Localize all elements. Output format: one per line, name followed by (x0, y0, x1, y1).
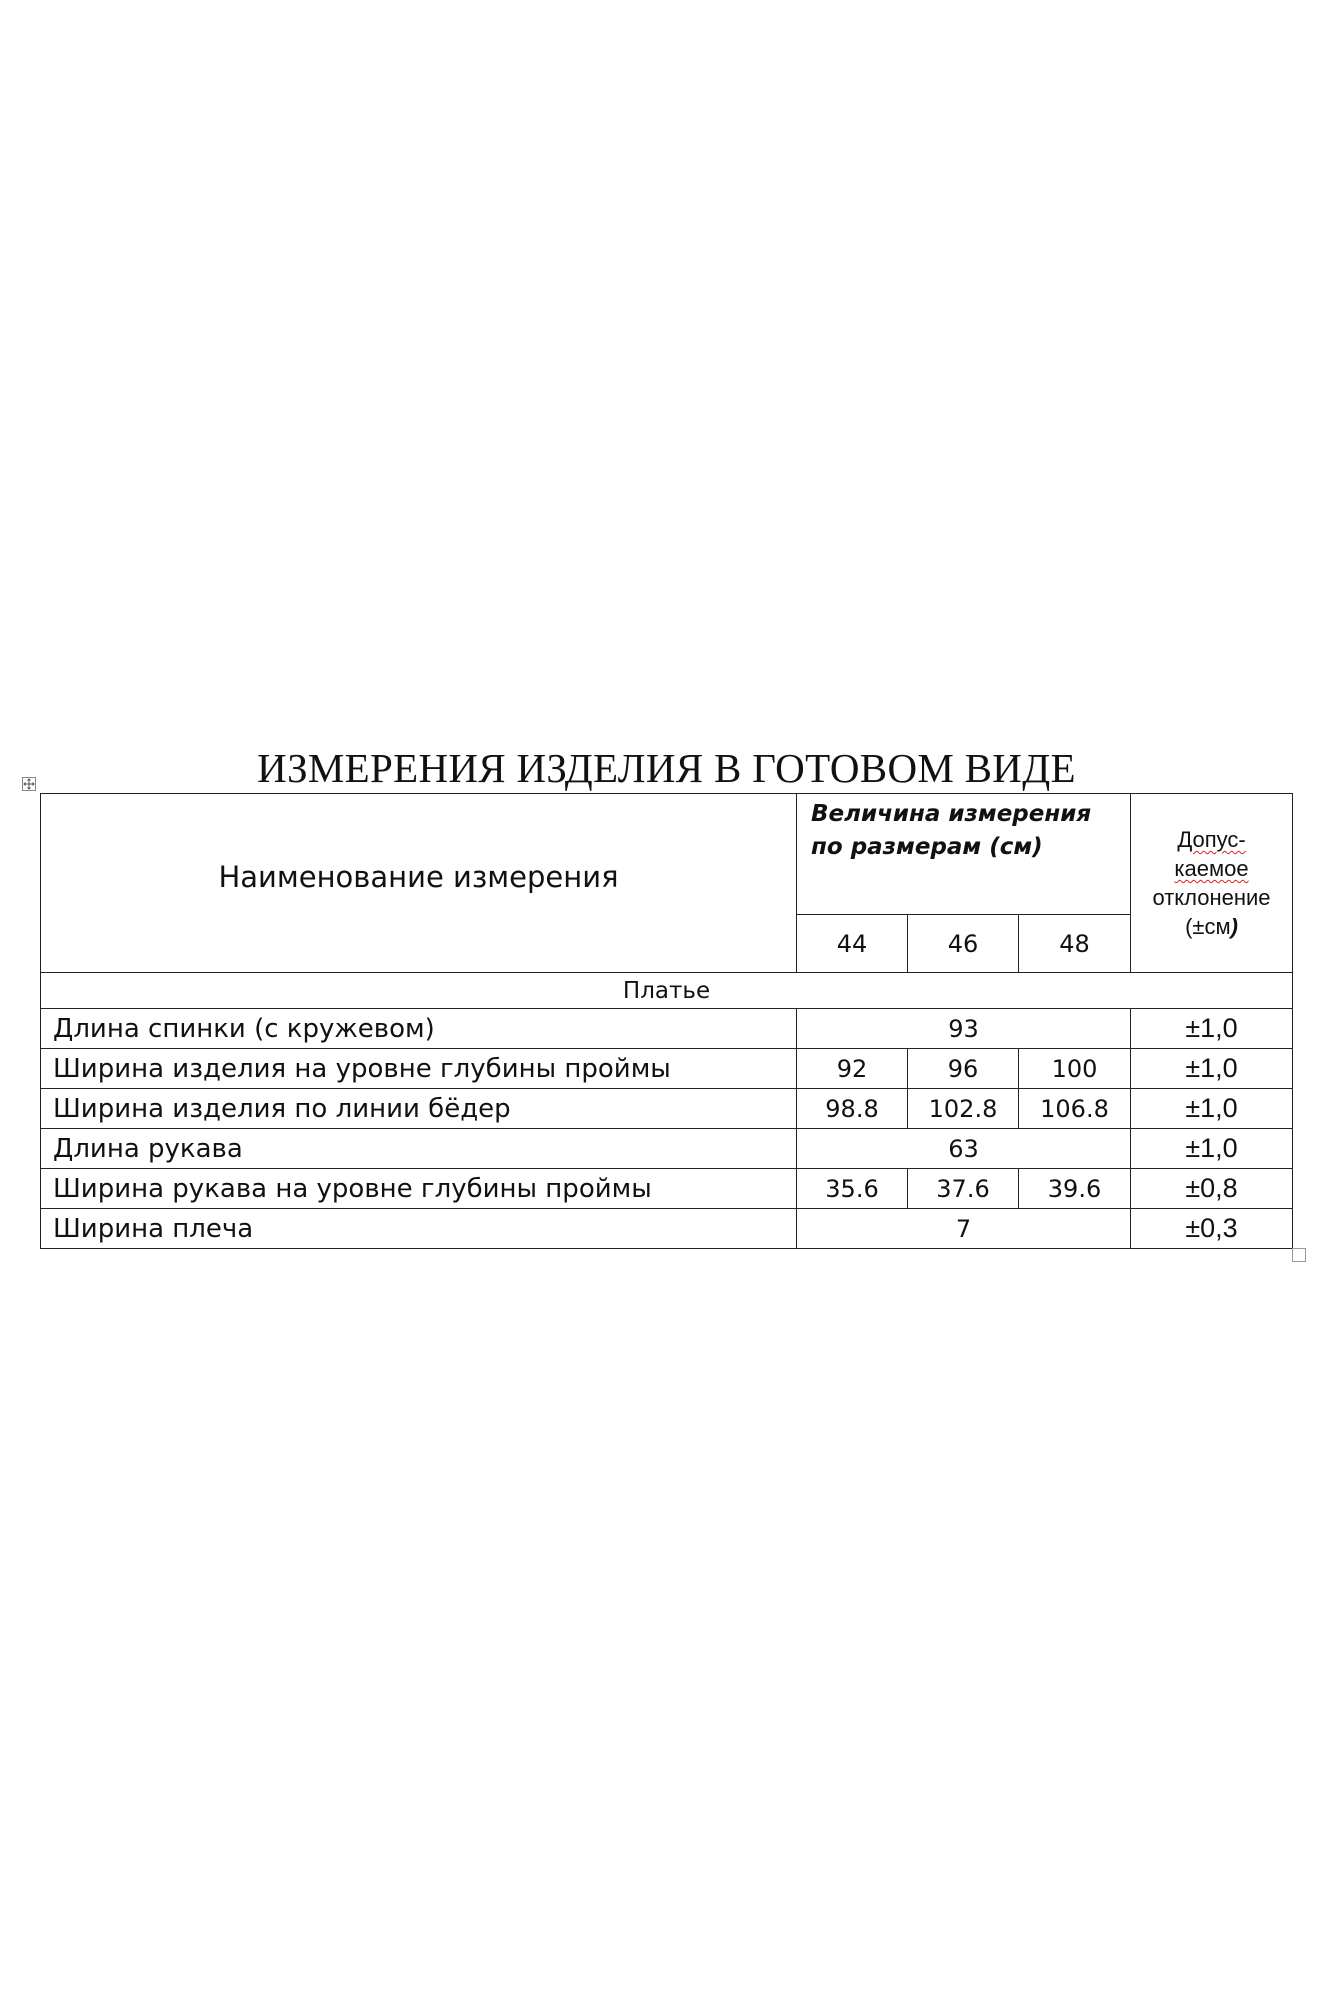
header-tolerance-cell (1131, 794, 1293, 973)
size-46-header: 46 (908, 915, 1019, 973)
table-row (41, 1169, 1293, 1209)
table-row (41, 1209, 1293, 1249)
header-tolerance-line4 (1131, 912, 1292, 941)
header-size-group-cell (797, 794, 1131, 915)
row-value-44: 35.6 (797, 1169, 908, 1209)
header-tolerance-line2: каемое (1174, 856, 1249, 881)
document-title: ИЗМЕРЕНИЯ ИЗДЕЛИЯ В ГОТОВОМ ВИДЕ (257, 745, 1076, 791)
row-tolerance: ±1,0 (1131, 1049, 1293, 1089)
row-merged-value: 93 (797, 1009, 1131, 1049)
header-tolerance-unit: (±см (1185, 914, 1231, 939)
row-value-46: 37.6 (908, 1169, 1019, 1209)
header-size-group-label: Величина измерения по размерам (см) (811, 801, 1092, 860)
row-tolerance: ±1,0 (1131, 1089, 1293, 1129)
row-value-48: 39.6 (1019, 1169, 1131, 1209)
header-tolerance-line1: Допус- (1177, 827, 1246, 852)
table-row (41, 1089, 1293, 1129)
row-value-48: 100 (1019, 1049, 1131, 1089)
table-resize-handle-icon[interactable] (1292, 1248, 1306, 1262)
row-name: Ширина рукава на уровне глубины проймы (41, 1169, 797, 1209)
measurements-table (40, 793, 1293, 1249)
table-row (41, 1009, 1293, 1049)
table-row (41, 1129, 1293, 1169)
header-name-cell (41, 794, 797, 973)
header-tolerance-paren: ) (1230, 914, 1238, 939)
row-name: Ширина плеча (41, 1209, 797, 1249)
row-value-46: 102.8 (908, 1089, 1019, 1129)
size-44-header: 44 (797, 915, 908, 973)
row-tolerance: ±0,3 (1131, 1209, 1293, 1249)
table-move-handle-icon[interactable] (22, 777, 36, 791)
header-tolerance-line3: отклонение (1152, 885, 1271, 910)
row-value-44: 98.8 (797, 1089, 908, 1129)
row-merged-value: 63 (797, 1129, 1131, 1169)
row-merged-value: 7 (797, 1209, 1131, 1249)
row-value-44: 92 (797, 1049, 908, 1089)
row-value-46: 96 (908, 1049, 1019, 1089)
section-row-dress: Платье (41, 973, 1293, 1009)
row-tolerance: ±1,0 (1131, 1129, 1293, 1169)
header-name-label: Наименование измерения (218, 860, 619, 894)
row-tolerance: ±0,8 (1131, 1169, 1293, 1209)
row-tolerance: ±1,0 (1131, 1009, 1293, 1049)
row-name: Длина спинки (с кружевом) (41, 1009, 797, 1049)
row-name: Ширина изделия по линии бёдер (41, 1089, 797, 1129)
row-name: Длина рукава (41, 1129, 797, 1169)
row-name: Ширина изделия на уровне глубины проймы (41, 1049, 797, 1089)
size-48-header: 48 (1019, 915, 1131, 973)
row-value-48: 106.8 (1019, 1089, 1131, 1129)
table-row (41, 1049, 1293, 1089)
